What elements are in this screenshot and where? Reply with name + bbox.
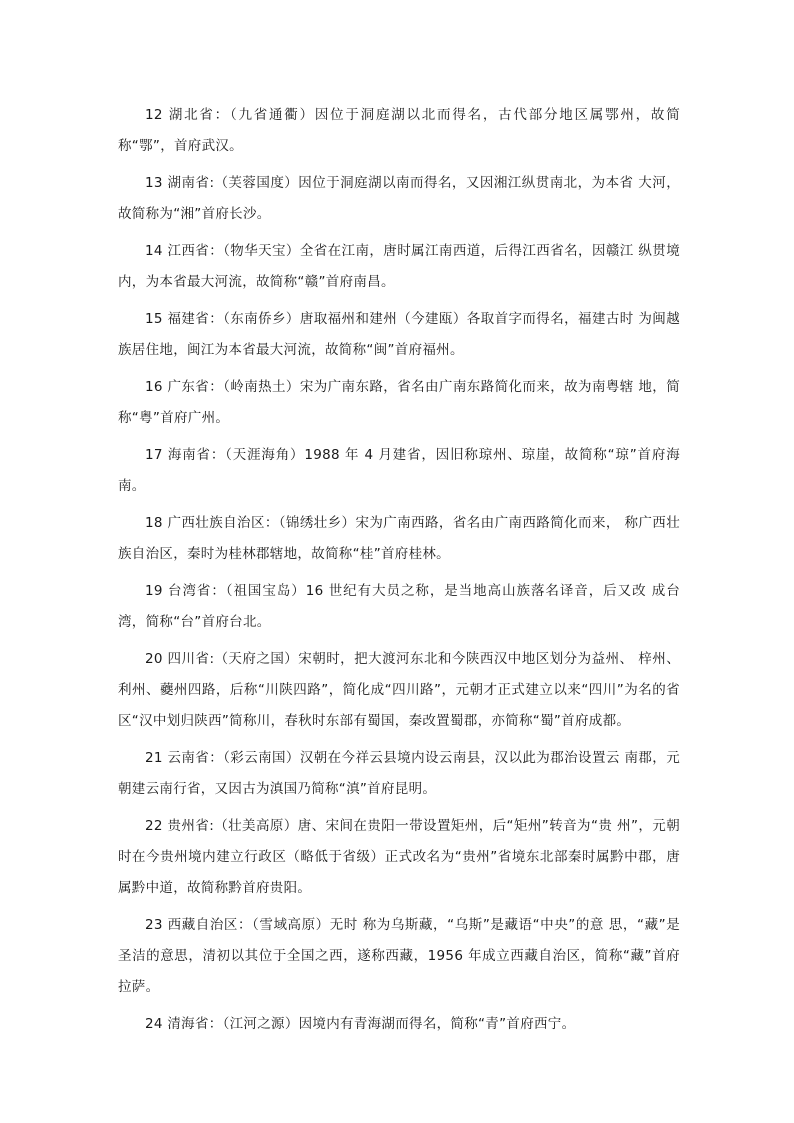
province-entry-guangdong: 16 广东省：（岭南热土）宋为广南东路，省名由广南东路简化而来，故为南粤辖 地，简称“粤”首府广州。 xyxy=(118,379,680,426)
province-entry-fujian: 15 福建省：（东南侨乡）唐取福州和建州（今建瓯）各取首字而得名，福建古时 为闽越族居住地，闽江为本省最大河流，故简称“闽”首府福州。 xyxy=(118,311,680,358)
province-entry-hainan: 17 海南省：（天涯海角）1988 年 4 月建省，因旧称琼州、琼崖，故简称“琼”首府海南。 xyxy=(118,447,680,494)
province-entry-hunan: 13 湖南省:（芙蓉国度）因位于洞庭湖以南而得名，又因湘江纵贯南北，为本省 大河，故简称为“湘”首府长沙。 xyxy=(118,175,680,222)
province-entry-sichuan: 20 四川省:（天府之国）宋朝时，把大渡河东北和今陕西汉中地区划分为益州、 梓州、利州、蘷州四路，后称“川陕四路”，简化成“四川路”，元朝才正式建立以来“四川”为名的省区“汉中划归陕西”简称川，春秋时东部有蜀国，秦改置蜀郡，亦简称“蜀”首府成都。 xyxy=(118,651,680,729)
province-entry-jiangxi: 14 江西省：（物华天宝）全省在江南，唐时属江南西道，后得江西省名，因赣江 纵贯境内，为本省最大河流，故简称“赣”首府南昌。 xyxy=(118,243,680,290)
province-entry-hubei: 12 湖北省：（九省通衢）因位于洞庭湖以北而得名，古代部分地区属鄂州，故简 称“鄂”，首府武汉。 xyxy=(118,107,680,154)
province-entry-guizhou: 22 贵州省:（壮美高原）唐、宋间在贵阳一带设置矩州，后“矩州”转音为“贵 州”，元朝时在今贵州境内建立行政区（略低于省级）正式改名为“贵州”省境东北部秦时属黔中郡，唐属黔中道，故简称黔首府贵阳。 xyxy=(118,818,680,896)
province-entry-guangxi: 18 广西壮族自治区：（锦绣壮乡）宋为广南西路，省名由广南西路简化而来， 称广西壮族自治区，秦时为桂林郡辖地，故简称“桂”首府桂林。 xyxy=(118,515,680,562)
document-body xyxy=(118,100,680,1046)
province-entry-taiwan: 19 台湾省：（祖国宝岛）16 世纪有大员之称，是当地高山族落名译音，后又改 成台湾，简称“台”首府台北。 xyxy=(118,583,680,630)
province-entry-qinghai: 24 清海省：（江河之源）因境内有青海湖而得名，简称“青”首府西宁。 xyxy=(145,1016,576,1032)
province-entry-yunnan: 21 云南省：（彩云南国）汉朝在今祥云县境内设云南县，汉以此为郡治设置云 南郡，元朝建云南行省，又因古为滇国乃简称“滇”首府昆明。 xyxy=(118,750,680,797)
province-entry-xizang: 23 西藏自治区：（雪域高原）无时 称为乌斯藏，“乌斯”是藏语“中央”的意 思，“藏”是圣洁的意思，清初以其位于全国之西，遂称西藏，1956 年成立西藏自治区，简称“藏”首府拉萨。 xyxy=(118,917,680,995)
